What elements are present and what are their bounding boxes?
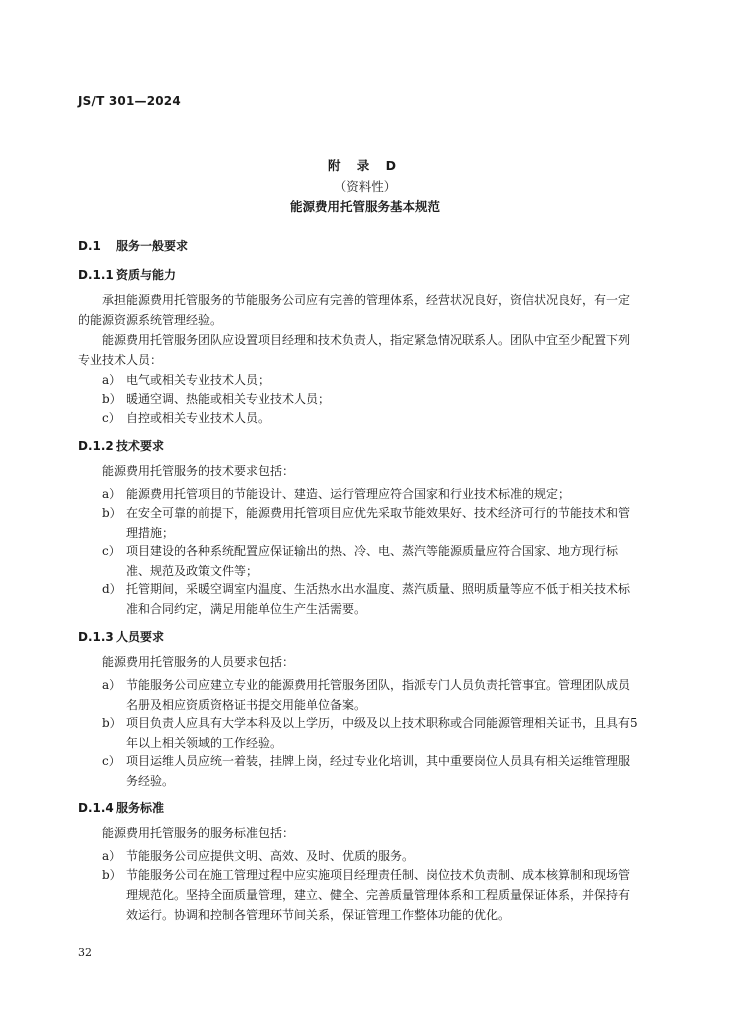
list-marker: c） (102, 754, 121, 768)
list-marker: d） (102, 582, 122, 596)
list-text: 节能服务公司在施工管理过程中应实施项目经理责任制、岗位技术负责制、成本核算制和现场管理规范化。坚持全面质量管理，建立、健全、完善质量管理体系和工程质量保证体系，并保持有效运行。协调和控制各管理环节间关系，保证管理工作整体功能的优化。 (126, 868, 631, 922)
paragraph: 能源费用托管服务的技术要求包括： (102, 464, 295, 478)
list-marker: b） (102, 392, 122, 406)
list-text: 节能服务公司应建立专业的能源费用托管服务团队，指派专门人员负责托管事宜。管理团队成员名册及相应资质资格证书提交用能单位备案。 (126, 678, 631, 712)
list-item (78, 370, 638, 390)
list-item (78, 865, 638, 925)
list-marker: c） (102, 544, 121, 558)
list-item (78, 484, 638, 504)
standard-code: JS/T 301—2024 (78, 94, 181, 108)
list-item (78, 389, 638, 409)
list-text: 暖通空调、热能或相关专业技术人员； (126, 392, 331, 406)
appendix-subtitle: 能源费用托管服务基本规范 (289, 199, 440, 214)
section-heading-d11 (78, 266, 176, 283)
section-title: 人员要求 (116, 630, 165, 644)
section-number: D.1.1 (78, 268, 114, 282)
section-heading-d12 (78, 437, 164, 454)
list-marker: b） (102, 868, 122, 882)
section-number: D.1.3 (78, 630, 114, 644)
paragraph: 承担能源费用托管服务的节能服务公司应有完善的管理体系，经营状况良好，资信状况良好，有一定的能源资源系统管理经验。 (78, 293, 631, 327)
list-text: 项目负责人应具有大学本科及以上学历，中级及以上技术职称或合同能源管理相关证书，且具有5年以上相关领域的工作经验。 (126, 716, 638, 750)
section-heading-d13 (78, 628, 164, 645)
list-text: 项目运维人员应统一着装，挂牌上岗，经过专业化培训，其中重要岗位人员具有相关运维管理服务经验。 (126, 754, 631, 788)
list-item (78, 751, 638, 791)
list-item (78, 713, 638, 753)
page-number: 32 (78, 946, 92, 959)
list-marker: a） (102, 849, 122, 863)
list-item (78, 675, 638, 715)
list-marker: c） (102, 411, 121, 425)
list-item (78, 541, 638, 581)
list-text: 电气或相关专业技术人员； (126, 373, 271, 387)
list-text: 节能服务公司应提供文明、高效、及时、优质的服务。 (126, 849, 415, 863)
paragraph: 能源费用托管服务的人员要求包括： (102, 655, 295, 669)
list-marker: a） (102, 487, 122, 501)
section-heading-d14 (78, 799, 164, 816)
list-text: 项目建设的各种系统配置应保证输出的热、冷、电、蒸汽等能源质量应符合国家、地方现行标准、规范及政策文件等； (126, 544, 619, 578)
appendix-title: 附 录 D (327, 158, 403, 173)
section-title: 技术要求 (116, 439, 165, 453)
list-item (78, 579, 638, 619)
list-item (78, 503, 638, 543)
paragraph: 能源费用托管服务的服务标准包括： (102, 826, 295, 840)
section-number: D.1.2 (78, 439, 114, 453)
section-title: 服务一般要求 (116, 239, 189, 253)
list-marker: b） (102, 716, 122, 730)
section-number: D.1.4 (78, 801, 114, 815)
list-item (78, 846, 638, 866)
section-title: 服务标准 (116, 801, 165, 815)
section-number: D.1 (78, 239, 101, 253)
list-text: 在安全可靠的前提下，能源费用托管项目应优先采取节能效果好、技术经济可行的节能技术和管理措施； (126, 506, 631, 540)
list-text: 能源费用托管项目的节能设计、建造、运行管理应符合国家和行业技术标准的规定； (126, 487, 571, 501)
list-text: 自控或相关专业技术人员。 (126, 411, 271, 425)
section-heading-d1 (78, 237, 188, 254)
section-title: 资质与能力 (116, 268, 177, 282)
list-marker: a） (102, 373, 122, 387)
list-text: 托管期间，采暖空调室内温度、生活热水出水温度、蒸汽质量、照明质量等应不低于相关技术标准和合同约定，满足用能单位生产生活需要。 (126, 582, 631, 616)
list-marker: b） (102, 506, 122, 520)
appendix-nature: （资料性） (333, 179, 397, 194)
list-marker: a） (102, 678, 122, 692)
paragraph: 能源费用托管服务团队应设置项目经理和技术负责人，指定紧急情况联系人。团队中宜至少配置下列专业技术人员： (78, 333, 631, 367)
list-item (78, 408, 638, 428)
